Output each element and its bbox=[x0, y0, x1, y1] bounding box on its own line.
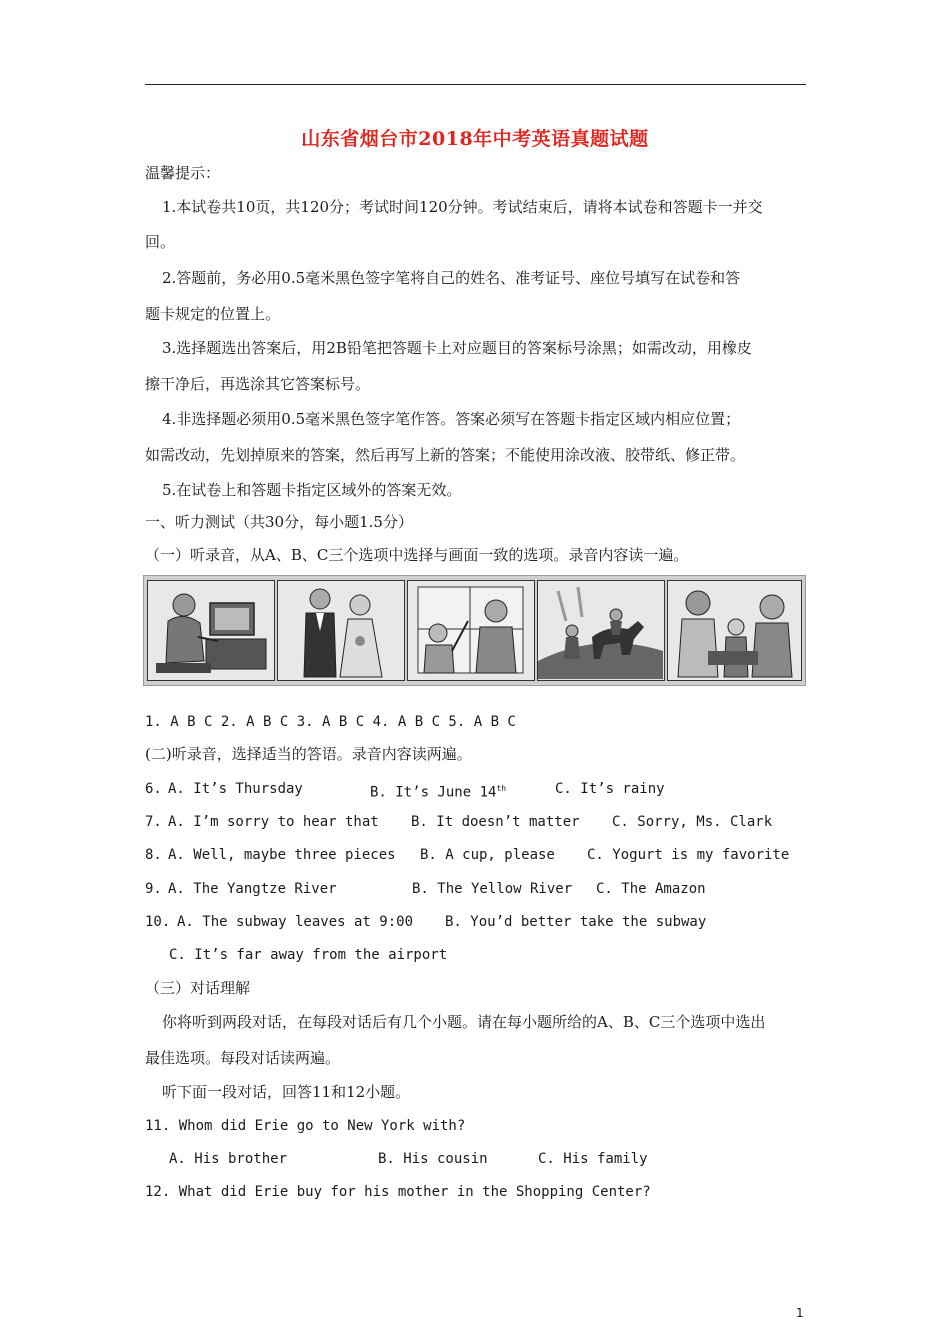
question-11-option-c: C. His family bbox=[538, 1151, 648, 1167]
question-10-option-c: C. It’s far away from the airport bbox=[169, 947, 448, 963]
question-9-option-b: B. The Yellow River bbox=[412, 881, 573, 897]
question-6-option-a: A. It’s Thursday bbox=[168, 781, 303, 797]
tip-5: 5.在试卷上和答题卡指定区域外的答案无效。 bbox=[162, 481, 462, 499]
picture-5-family bbox=[667, 580, 802, 681]
question-10-option-a: A. The subway leaves at 9:00 bbox=[177, 914, 414, 930]
question-11-option-a: A. His brother bbox=[169, 1151, 288, 1167]
question-10-number: 10. bbox=[145, 914, 171, 930]
question-11-option-b: B. His cousin bbox=[378, 1151, 488, 1167]
tip-1-line-2: 回。 bbox=[145, 233, 176, 251]
part-1-answer-options: 1. A B C 2. A B C 3. A B C 4. A B C 5. A B C bbox=[145, 714, 516, 730]
page-number: 1 bbox=[796, 1306, 804, 1320]
part-3-description-line-2: 最佳选项。每段对话读两遍。 bbox=[145, 1049, 341, 1067]
dialog-1-intro: 听下面一段对话，回答11和12小题。 bbox=[162, 1083, 411, 1101]
tip-2-line-1: 2.答题前，务必用0.5毫米黑色签字笔将自己的姓名、准考证号、座位号填写在试卷和答 bbox=[162, 269, 741, 287]
question-7 bbox=[145, 812, 810, 832]
part-1-heading: （一）听录音，从A、B、C三个选项中选择与画面一致的选项。录音内容读一遍。 bbox=[145, 546, 689, 564]
question-7-option-c: C. Sorry, Ms. Clark bbox=[612, 814, 773, 830]
question-11: 11. Whom did Erie go to New York with? bbox=[145, 1118, 466, 1134]
tip-3-line-1: 3.选择题选出答案后，用2B铅笔把答题卡上对应题目的答案标号涂黑；如需改动，用橡皮 bbox=[162, 339, 752, 357]
question-8-option-c: C. Yogurt is my favorite bbox=[587, 847, 790, 863]
question-8-number: 8. bbox=[145, 847, 162, 863]
tip-1-line-1: 1.本试卷共10页，共120分；考试时间120分钟。考试结束后，请将本试卷和答题卡一并交 bbox=[162, 198, 763, 216]
picture-2-couple bbox=[277, 580, 405, 681]
tip-4-line-1: 4.非选择题必须用0.5毫米黑色签字笔作答。答案必须写在答题卡指定区域内相应位置； bbox=[162, 410, 741, 428]
tip-2-line-2: 题卡规定的位置上。 bbox=[145, 305, 281, 323]
tip-4-line-2: 如需改动，先划掉原来的答案，然后再写上新的答案；不能使用涂改液、胶带纸、修正带。 bbox=[145, 446, 746, 464]
question-7-number: 7. bbox=[145, 814, 162, 830]
question-9 bbox=[145, 879, 810, 899]
question-6-option-b bbox=[370, 779, 506, 803]
question-8 bbox=[145, 845, 810, 865]
question-10 bbox=[145, 912, 810, 932]
part-2-heading: (二)听录音，选择适当的答语。录音内容读两遍。 bbox=[145, 745, 472, 763]
question-6 bbox=[145, 779, 810, 799]
page-title: 山东省烟台市2018年中考英语真题试题 bbox=[301, 128, 649, 150]
listening-pictures bbox=[143, 575, 806, 686]
question-6-option-b-text: B. It’s June 14 bbox=[370, 784, 497, 801]
question-6-number: 6. bbox=[145, 781, 162, 797]
question-6-option-b-sup: th bbox=[496, 784, 507, 793]
question-6-option-c: C. It’s rainy bbox=[555, 781, 665, 797]
question-12: 12. What did Erie buy for his mother in the Shopping Center? bbox=[145, 1184, 651, 1200]
question-9-number: 9. bbox=[145, 881, 162, 897]
question-8-option-a: A. Well, maybe three pieces bbox=[168, 847, 396, 863]
question-10-option-b: B. You’d better take the subway bbox=[445, 914, 707, 930]
question-8-option-b: B. A cup, please bbox=[420, 847, 555, 863]
tips-heading: 温馨提示： bbox=[145, 164, 221, 182]
picture-1-girl-at-computer bbox=[147, 580, 275, 681]
question-7-option-a: A. I’m sorry to hear that bbox=[168, 814, 379, 830]
question-7-option-b: B. It doesn’t matter bbox=[411, 814, 580, 830]
tip-3-line-2: 擦干净后，再选涂其它答案标号。 bbox=[145, 375, 371, 393]
section-1-heading: 一、听力测试（共30分，每小题1.5分） bbox=[145, 513, 413, 531]
header-rule bbox=[145, 84, 806, 85]
question-9-option-c: C. The Amazon bbox=[596, 881, 706, 897]
part-3-description-line-1: 你将听到两段对话，在每段对话后有几个小题。请在每小题所给的A、B、C三个选项中选出 bbox=[162, 1013, 766, 1031]
part-3-heading: （三）对话理解 bbox=[145, 979, 251, 997]
picture-3-window-cleaning bbox=[407, 580, 535, 681]
picture-4-horse-riding bbox=[537, 580, 665, 681]
question-9-option-a: A. The Yangtze River bbox=[168, 881, 337, 897]
